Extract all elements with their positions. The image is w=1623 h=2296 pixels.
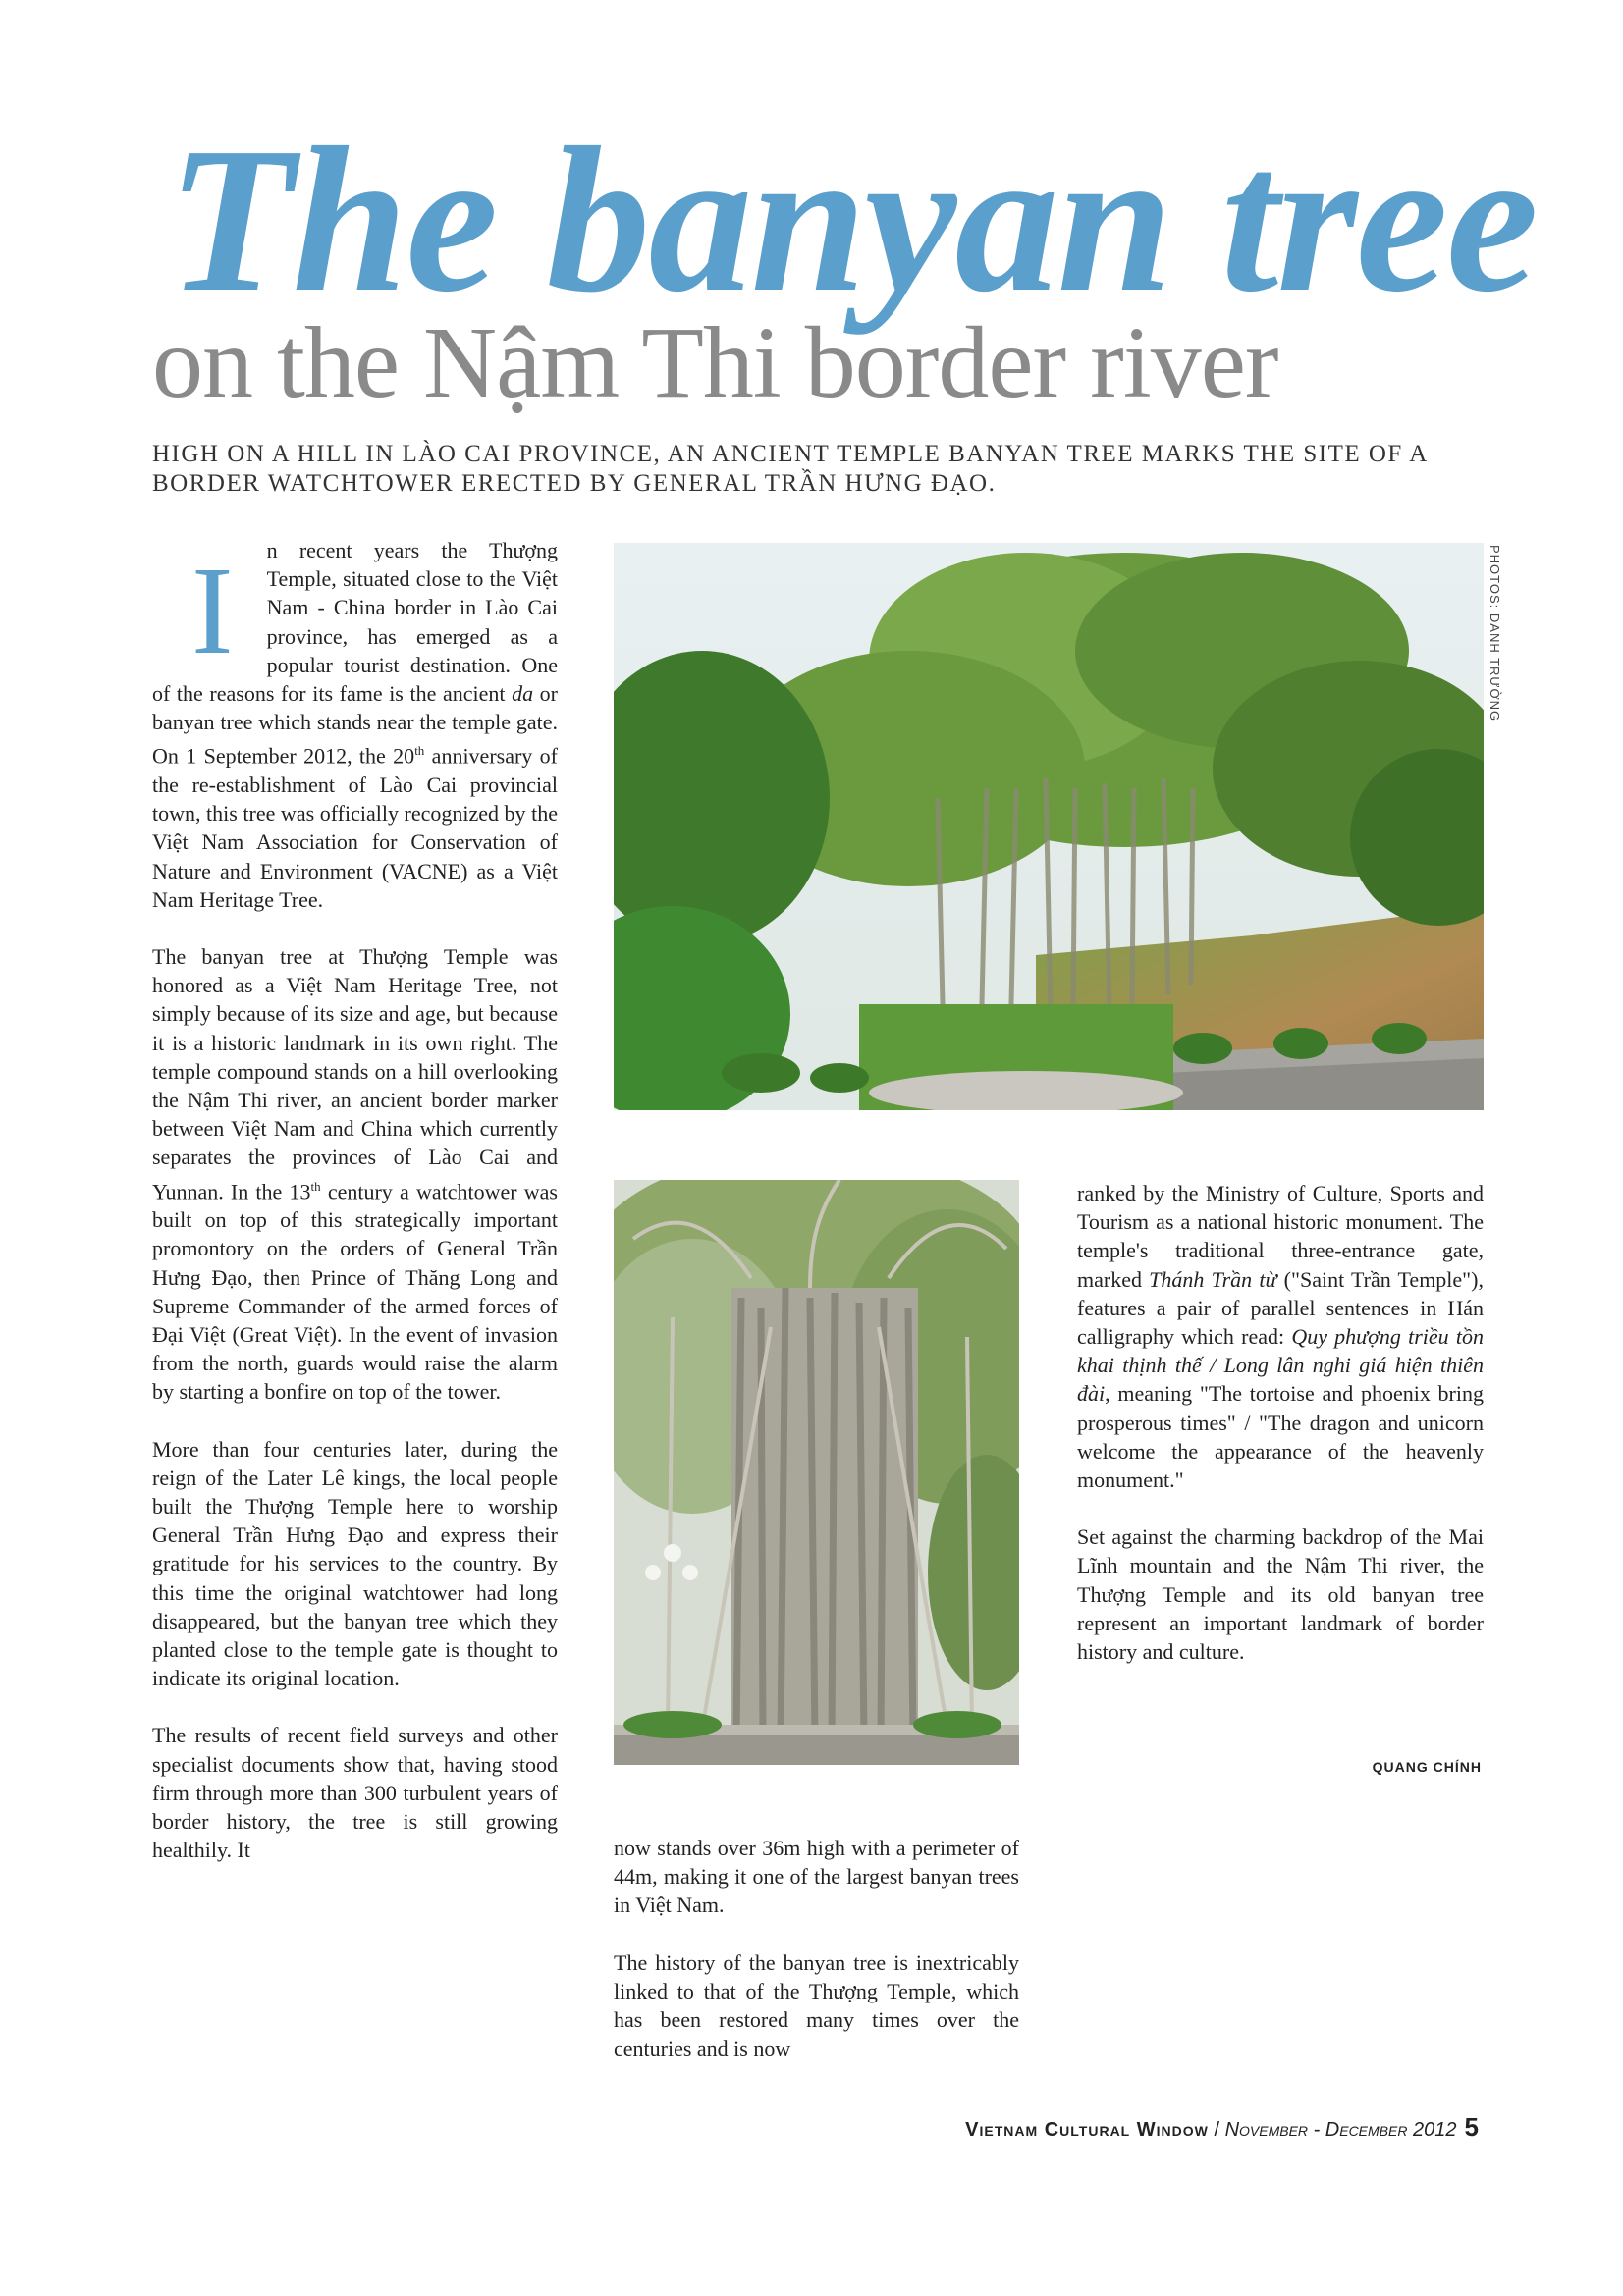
paragraph: ranked by the Ministry of Culture, Sports and Tourism as a national historic monument. The temple's traditional three-entrance gate, marked Thánh Trần từ ("Saint Trần Temple"), features a pair of parallel sentences in Hán calligraphy which read: Quy phượng triều tồn khai thịnh thế / Long lân nghi giá hiện thiên đài, meaning "The tortoise and phoenix bring prosperous times" / "The dragon and unicorn welcome the appearance of the heavenly monument." bbox=[1077, 1181, 1484, 1493]
author-byline: QUANG CHÍNH bbox=[1372, 1759, 1482, 1775]
paragraph: More than four centuries later, during the reign of the Later Lê kings, the local people built the Thượng Temple here to worship General Trần Hưng Đạo and express their gratitude for his services to the country. By this time the original watchtower had long disappeared, but the banyan tree which they planted close to the temple gate is thought to indicate its original location. bbox=[152, 1436, 558, 1691]
publication-name: Vietnam Cultural Window bbox=[965, 2119, 1209, 2141]
banyan-hillside-photo bbox=[614, 543, 1484, 1110]
paragraph: The results of recent field surveys and other specialist documents show that, having stood firm through more than 300 turbulent years of border history, the tree is still growing healthily. It bbox=[152, 1723, 558, 1863]
paragraph: The history of the banyan tree is inextricably linked to that of the Thượng Temple, which has been restored many times over the centuries and is now bbox=[614, 1949, 1019, 2061]
footer-separator: / bbox=[1208, 2119, 1225, 2141]
body-column-3 bbox=[1077, 1179, 1484, 1694]
article-title: The banyan tree bbox=[167, 104, 1537, 335]
body-column-1 bbox=[152, 536, 558, 1893]
page-footer bbox=[965, 2112, 1479, 2143]
article-deck: HIGH ON A HILL IN LÀO CAI PROVINCE, AN ANCIENT TEMPLE BANYAN TREE MARKS THE SITE OF A BORDER WATCHTOWER ERECTED BY GENERAL TRẦN HƯNG ĐẠO. bbox=[152, 441, 1428, 497]
paragraph: I n recent years the Thượng Temple, situated close to the Việt Nam - China border in Lào Cai province, has emerged as a popular tourist destination. One of the reasons for its fame is the ancient da or banyan tree which stands near the temple gate. On 1 September 2012, the 20th anniversary of the re-establishment of Lào Cai provincial town, this tree was officially recognized by the Việt Nam Association for Conservation of Nature and Environment (VACNE) as a Việt Nam Heritage Tree. bbox=[152, 538, 558, 912]
paragraph: The banyan tree at Thượng Temple was honored as a Việt Nam Heritage Tree, not simply because of its size and age, but because it is a historic landmark in its own right. The temple compound stands on a hill overlooking the Nậm Thi river, an ancient border marker between Việt Nam and China which currently separates the provinces of Lào Cai and Yunnan. In the 13th century a watchtower was built on top of this strategically important promontory on the orders of General Trần Hưng Đạo, then Prince of Thăng Long and Supreme Commander of the armed forces of Đại Việt (Great Việt). In the event of invasion from the north, guards would raise the alarm by starting a bonfire on top of the tower. bbox=[152, 943, 558, 1405]
page-number: 5 bbox=[1464, 2112, 1479, 2142]
body-column-2 bbox=[614, 1834, 1019, 2091]
drop-cap: I bbox=[191, 541, 234, 680]
issue-date: November - December 2012 bbox=[1224, 2119, 1457, 2141]
paragraph: now stands over 36m high with a perimeter of 44m, making it one of the largest banyan trees in Việt Nam. bbox=[614, 1836, 1019, 1918]
paragraph: Set against the charming backdrop of the Mai Lĩnh mountain and the Nậm Thi river, the Thượng Temple and its old banyan tree represent an important landmark of border history and culture. bbox=[1077, 1524, 1484, 1665]
photo-credit: PHOTOS: DANH TRƯỜNG bbox=[1488, 545, 1502, 722]
banyan-trunk-photo bbox=[614, 1180, 1019, 1765]
article-subtitle: on the Nậm Thi border river bbox=[152, 306, 1278, 419]
